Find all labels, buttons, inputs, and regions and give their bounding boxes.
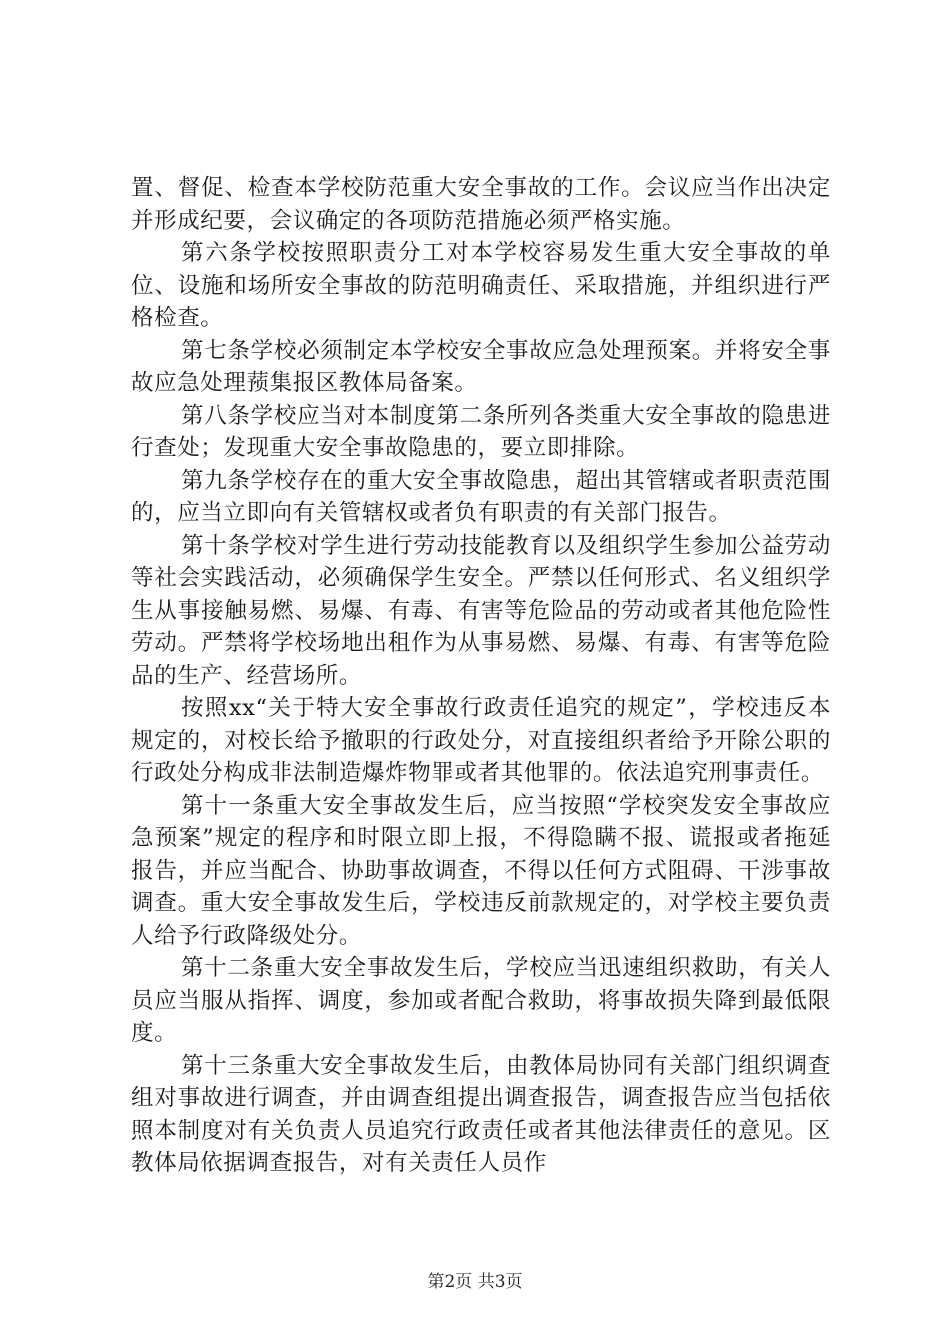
page-footer [0,1271,950,1293]
paragraph-liability: 按照xx“关于特大安全事故行政责任追究的规定”，学校违反本规定的，对校长给予撤职的行政处分，对直接组织者给予开除公职的行政处分构成非法制造爆炸物罪或者其他罪的。依法追究刑事责任。 [131,695,831,786]
paragraph-article-10: 第十条学校对学生进行劳动技能教育以及组织学生参加公益劳动等社会实践活动，必须确保学生安全。严禁以任何形式、名义组织学生从事接触易燃、易爆、有毒、有害等危险品的劳动或者其他危险性劳动。严禁将学校场地出租作为从事易燃、易爆、有毒、有害等危险品的生产、经营场所。 [131,532,831,689]
paragraph-article-8: 第八条学校应当对本制度第二条所列各类重大安全事故的隐患进行查处；发现重大安全事故隐患的，要立即排除。 [131,402,831,461]
paragraph-article-6: 第六条学校按照职责分工对本学校容易发生重大安全事故的单位、设施和场所安全事故的防范明确责任、采取措施，并组织进行严格检查。 [131,240,831,331]
paragraph: 置、督促、检查本学校防范重大安全事故的工作。会议应当作出决定并形成纪要，会议确定的各项防范措施必须严格实施。 [131,175,831,234]
paragraph-article-9: 第九条学校存在的重大安全事故隐患，超出其管辖或者职责范围的，应当立即向有关管辖权或者负有职责的有关部门报告。 [131,467,831,526]
page-number: 第2页 共3页 [427,1272,523,1292]
paragraph-article-12: 第十二条重大安全事故发生后，学校应当迅速组织救助，有关人员应当服从指挥、调度，参加或者配合救助，将事故损失降到最低限度。 [131,955,831,1046]
paragraph-article-11: 第十一条重大安全事故发生后，应当按照“学校突发安全事故应急预案”规定的程序和时限立即上报，不得隐瞒不报、谎报或者拖延报告，并应当配合、协助事故调查，不得以任何方式阻碍、干涉事故调查。重大安全事故发生后，学校违反前款规定的，对学校主要负责人给予行政降级处分。 [131,792,831,949]
document-body [131,172,831,1180]
paragraph-article-13: 第十三条重大安全事故发生后，由教体局协同有关部门组织调查组对事故进行调查，并由调查组提出调查报告，调查报告应当包括依照本制度对有关负责人员追究行政责任或者其他法律责任的意见。区教体局依据调查报告，对有关责任人员作 [131,1052,831,1176]
paragraph-article-7: 第七条学校必须制定本学校安全事故应急处理预案。并将安全事故应急处理蓣集报区教体局备案。 [131,337,831,396]
